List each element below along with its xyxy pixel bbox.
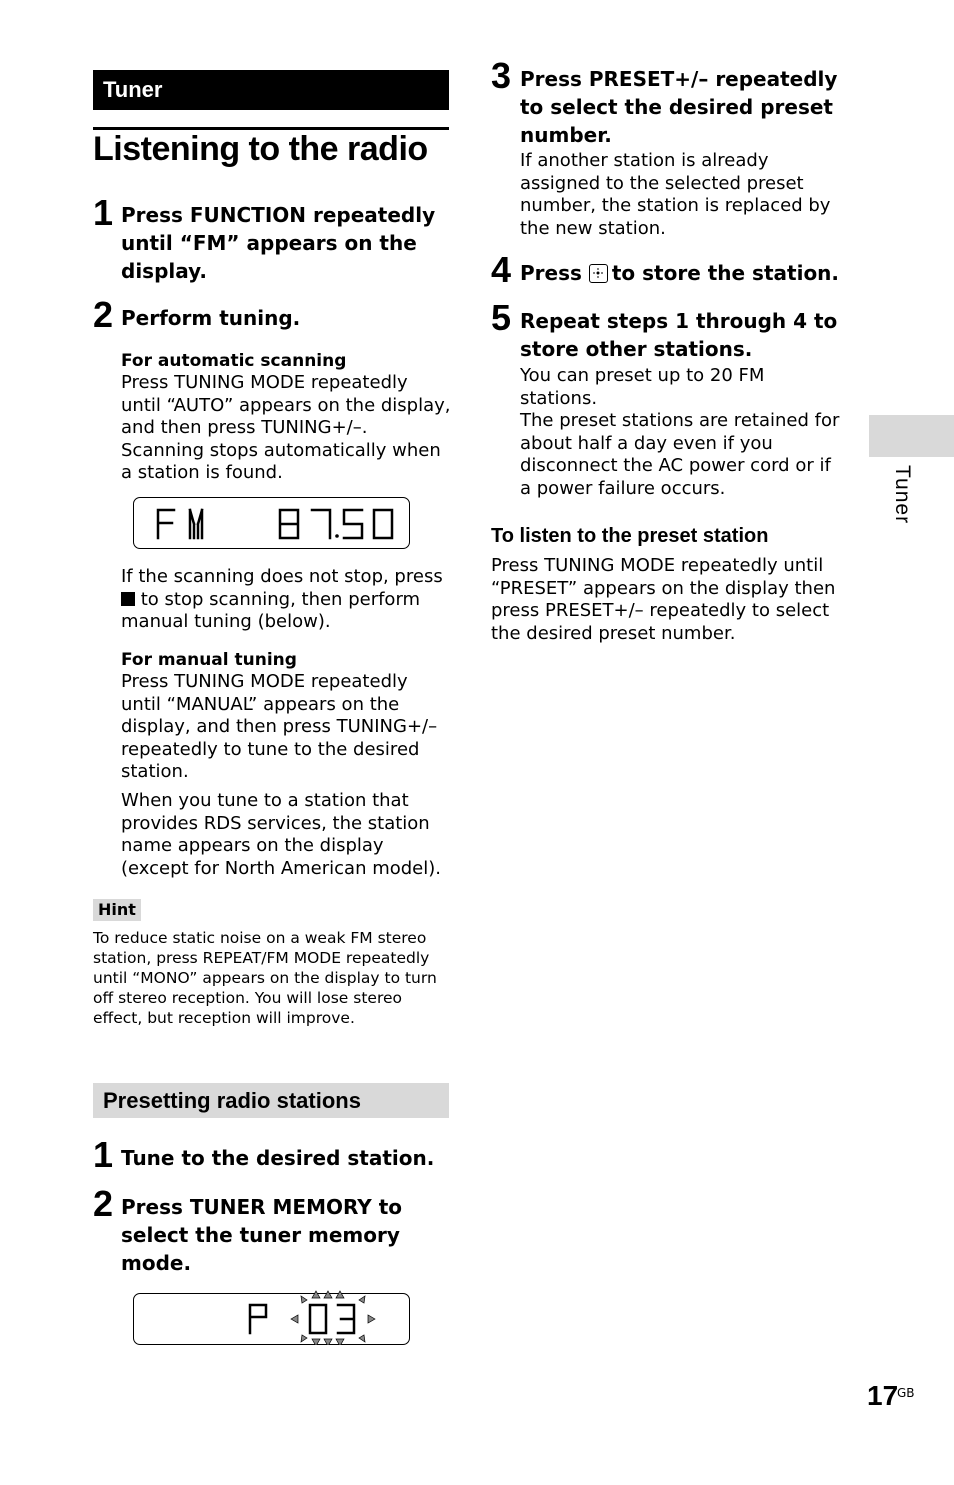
step-body: The preset stations are retained for about half a day even if you disconnect the AC power cord or if a power failure occurs. <box>520 410 840 499</box>
step-text: Repeat steps 1 through 4 to store other stations. <box>520 309 838 361</box>
auto-scan-text: Press TUNING MODE repeatedly until “AUTO” appears on the display, and then press TUNING+/–. Scanning stops automatically when a station is found. <box>121 372 451 483</box>
step4-text-a: Press <box>520 261 582 285</box>
step-number: 2 <box>93 294 114 335</box>
step-number: 3 <box>491 55 512 96</box>
page-suffix: GB <box>897 1386 915 1400</box>
side-tab <box>869 415 954 457</box>
scan-stop-note <box>121 566 451 634</box>
manual-tuning-text: Press TUNING MODE repeatedly until “MANUAL” appears on the display, and then press TUNING+/– repeatedly to tune to the desired station. <box>121 671 438 782</box>
side-label: Tuner <box>891 465 914 525</box>
lcd-segments-preset <box>134 1287 408 1345</box>
lcd-display-preset <box>133 1293 410 1345</box>
lcd-display-fm <box>133 497 410 549</box>
scan-stop-note-b: to stop scanning, then perform manual tuning (below). <box>121 588 421 632</box>
hint-text: To reduce static noise on a weak FM stereo station, press REPEAT/FM MODE repeatedly until “MONO” appears on the display to turn off stereo reception. You will lose stereo effect, but reception will improve. <box>93 929 437 1027</box>
step-text: Press PRESET+/– repeatedly to select the desired preset number. <box>520 67 838 147</box>
enter-key-icon <box>589 264 608 283</box>
presetting-heading: Presetting radio stations <box>93 1083 449 1118</box>
scan-stop-note-a: If the scanning does not stop, press <box>121 566 443 587</box>
auto-scan-heading: For automatic scanning <box>121 351 347 371</box>
step-text <box>520 259 850 287</box>
step-body: If another station is already assigned to the selected preset number, the station is replaced by the new station. <box>520 150 831 239</box>
manual-tuning-heading: For manual tuning <box>121 650 297 670</box>
section-tab: Tuner <box>93 70 449 110</box>
step-number: 4 <box>491 249 512 290</box>
step-body: You can preset up to 20 FM stations. <box>520 365 765 409</box>
step-number: 5 <box>491 297 512 338</box>
step-number: 2 <box>93 1183 114 1224</box>
preset-listen-heading: To listen to the preset station <box>491 525 769 547</box>
hint-label: Hint <box>93 899 141 921</box>
lcd-segments-fm <box>134 498 408 547</box>
step-number: 1 <box>93 1134 114 1175</box>
stop-icon <box>121 592 135 606</box>
rds-note: When you tune to a station that provides RDS services, the station name appears on the display (except for North American model). <box>121 790 442 879</box>
step-text: Perform tuning. <box>121 306 301 330</box>
step-text: Press TUNER MEMORY to select the tuner memory mode. <box>121 1195 403 1275</box>
step-number: 1 <box>93 192 114 233</box>
preset-listen-text: Press TUNING MODE repeatedly until “PRESET” appears on the display then press PRESET+/– repeatedly to select the desired preset number. <box>491 555 836 644</box>
step4-text-b: to store the station. <box>611 261 840 285</box>
page-title: Listening to the radio <box>93 130 428 168</box>
step-text: Press FUNCTION repeatedly until “FM” appears on the display. <box>121 203 436 283</box>
step-text: Tune to the desired station. <box>121 1146 435 1170</box>
page-number: 17 <box>867 1380 899 1411</box>
